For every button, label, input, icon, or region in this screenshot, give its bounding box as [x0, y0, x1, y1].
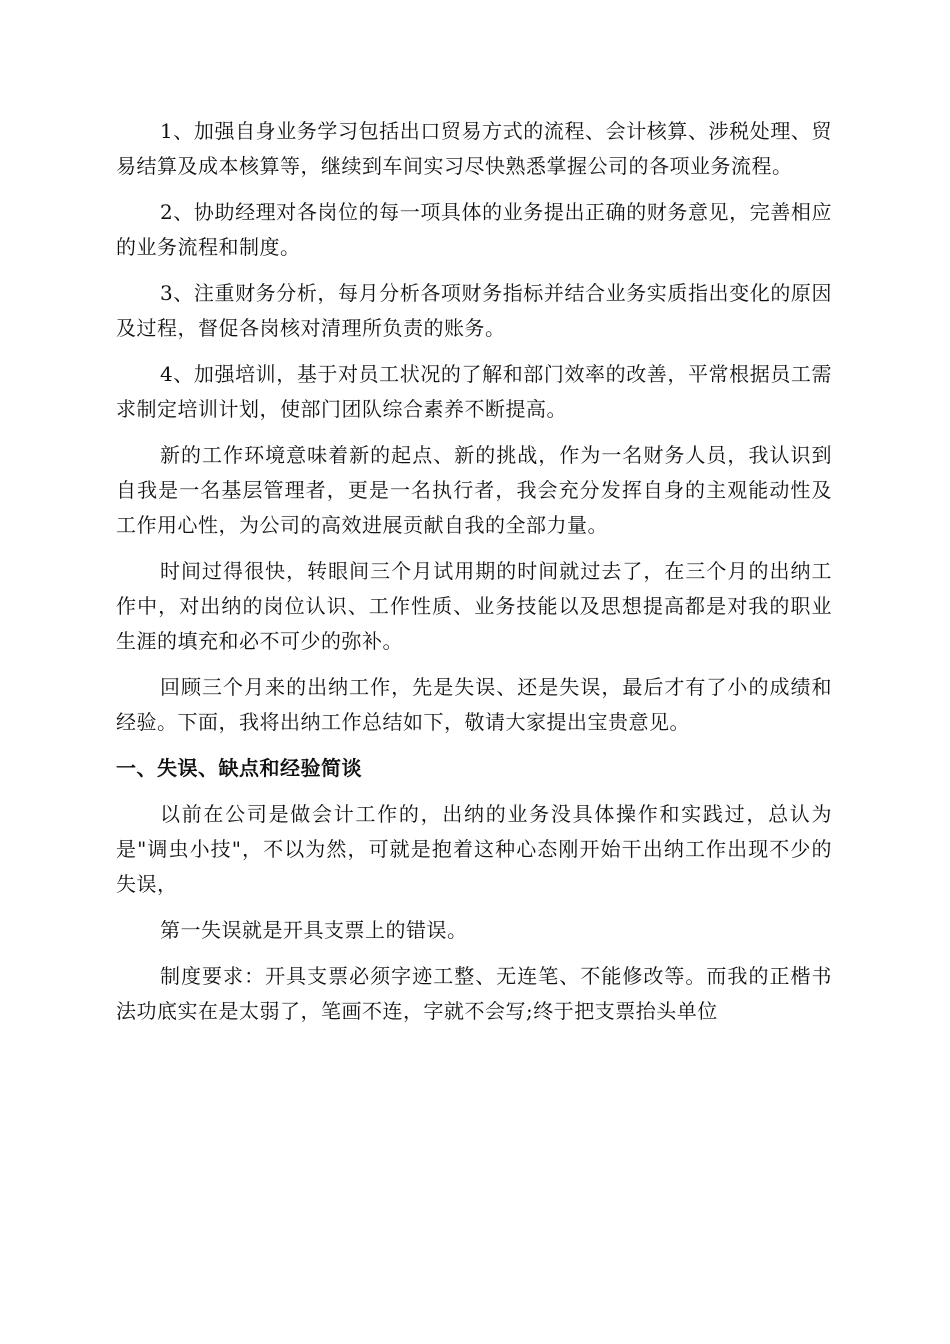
paragraph-first-mistake: 第一失误就是开具支票上的错误。	[160, 918, 468, 942]
paragraph-rules: 制度要求：开具支票必须字迹工整、无连笔、不能修改等。而我的正楷书法功底实在是太弱了，笔画不连，字就不会写;终于把支票抬头单位	[116, 964, 832, 1023]
paragraph-probation-review: 时间过得很快，转眼间三个月试用期的时间就过去了，在三个月的出纳工作中，对出纳的岗位认识、工作性质、业务技能以及思想提高都是对我的职业生涯的填充和必不可少的弥补。	[116, 559, 832, 653]
paragraph-item-3: 3、注重财务分析，每月分析各项财务指标并结合业务实质指出变化的原因及过程，督促各岗核对清理所负责的账务。	[116, 281, 832, 340]
paragraph-new-environment: 新的工作环境意味着新的起点、新的挑战，作为一名财务人员，我认识到自我是一名基层管理者，更是一名执行者，我会充分发挥自身的主观能动性及工作用心性，为公司的高效进展贡献自我的全部力量。	[116, 443, 832, 537]
paragraph-item-1: 1、加强自身业务学习包括出口贸易方式的流程、会计核算、涉税处理、贸易结算及成本核算等，继续到车间实习尽快熟悉掌握公司的各项业务流程。	[116, 119, 832, 178]
paragraph-summary-intro: 回顾三个月来的出纳工作，先是失误、还是失误，最后才有了小的成绩和经验。下面，我将出纳工作总结如下，敬请大家提出宝贵意见。	[116, 675, 832, 734]
document-body	[116, 114, 832, 1040]
paragraph-previous-work: 以前在公司是做会计工作的，出纳的业务没具体操作和实践过，总认为是"调虫小技"，不以为然，可就是抱着这种心态刚开始干出纳工作出现不少的失误，	[116, 802, 832, 896]
section-heading: 一、失误、缺点和经验简谈	[116, 756, 362, 780]
paragraph-item-2: 2、协助经理对各岗位的每一项具体的业务提出正确的财务意见，完善相应的业务流程和制度。	[116, 200, 832, 259]
paragraph-item-4: 4、加强培训，基于对员工状况的了解和部门效率的改善，平常根据员工需求制定培训计划，使部门团队综合素养不断提高。	[116, 362, 832, 421]
